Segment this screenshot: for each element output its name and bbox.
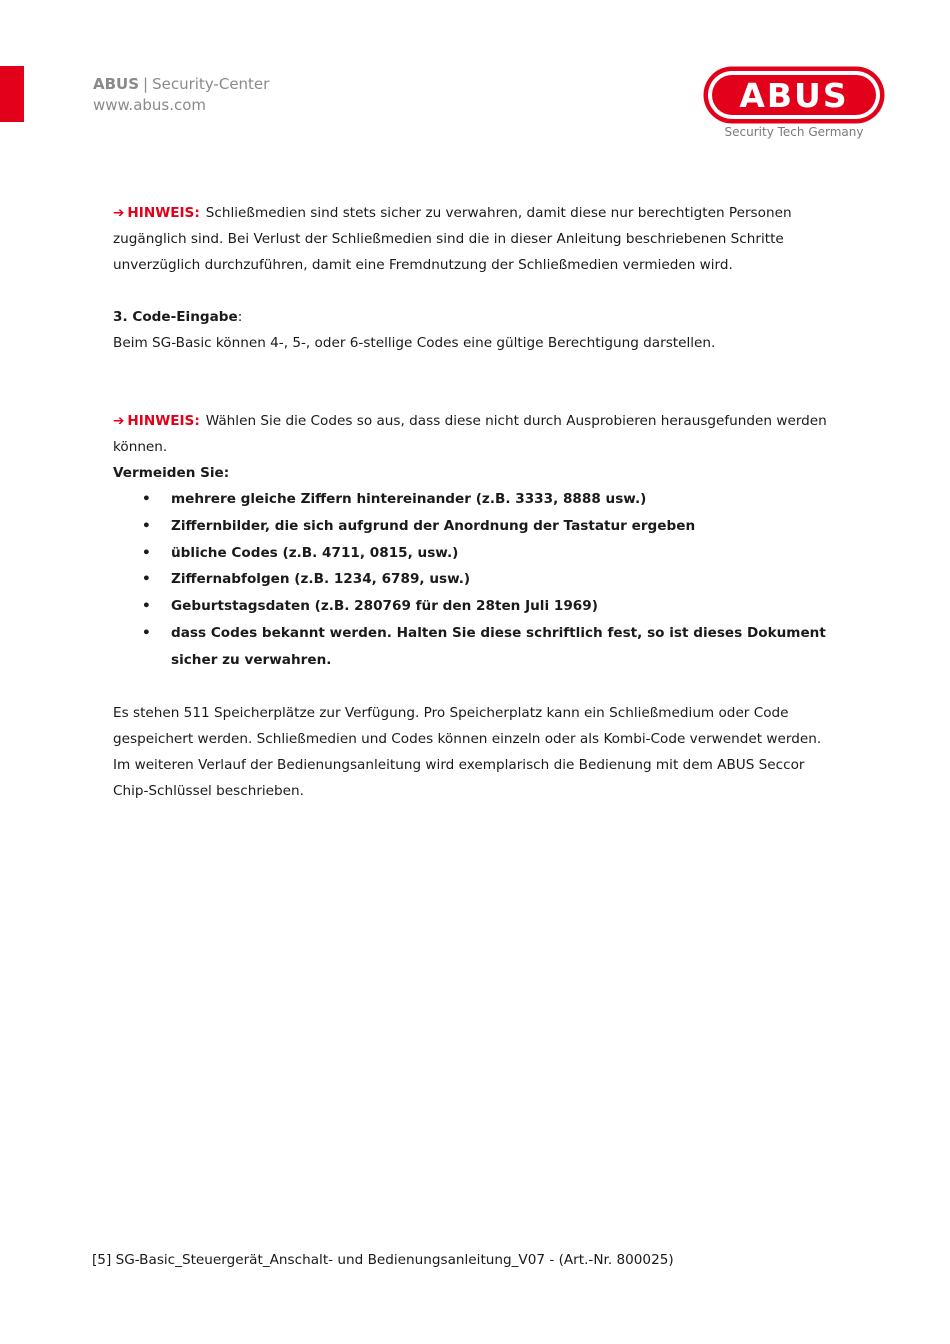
header-url: www.abus.com	[93, 96, 207, 114]
storage-text: Es stehen 511 Speicherplätze zur Verfügung. Pro Speicherplatz kann ein Schließmedium oder Code gespeichert werden. Schließmedien und Codes können einzeln oder als Kombi-Code verwendet werden.	[113, 704, 822, 747]
logo-text: ABUS	[739, 76, 849, 115]
note-label: HINWEIS:	[127, 205, 200, 221]
note-hinweis-2	[113, 408, 833, 460]
list-item: • übliche Codes (z.B. 4711, 0815, usw.)	[113, 540, 833, 567]
section-text: Beim SG-Basic können 4-, 5-, oder 6-stellige Codes eine gültige Berechtigung darstellen.	[113, 335, 716, 351]
document-body	[113, 200, 833, 804]
header-separator: |	[143, 75, 149, 93]
bullet-icon: •	[142, 544, 151, 561]
avoid-title: Vermeiden Sie:	[113, 465, 230, 481]
list-item: • mehrere gleiche Ziffern hintereinander (z.B. 3333, 8888 usw.)	[113, 486, 833, 513]
red-edge-tab	[0, 66, 24, 122]
list-item: • dass Codes bekannt werden. Halten Sie diese schriftlich fest, so ist dieses Dokument sicher zu verwahren.	[113, 620, 833, 674]
header-brand: ABUS	[93, 75, 140, 93]
note-hinweis-1	[113, 200, 833, 278]
avoid-list	[113, 486, 833, 674]
note-text: Wählen Sie die Codes so aus, dass diese nicht durch Ausprobieren herausgefunden werden können.	[113, 413, 827, 455]
section-title-suffix: :	[237, 309, 243, 325]
note-label: HINWEIS:	[127, 413, 200, 429]
section-heading	[113, 304, 833, 330]
bullet-icon: •	[142, 571, 151, 588]
logo-tagline: Security Tech Germany	[724, 125, 864, 139]
usage-text: Im weiteren Verlauf der Bedienungsanleitung wird exemplarisch die Bedienung mit dem ABUS Seccor Chip-Schlüssel beschrieben.	[113, 756, 805, 799]
page-header	[93, 74, 269, 116]
abus-logo	[702, 65, 886, 125]
bullet-icon: •	[142, 517, 151, 534]
list-item: • Ziffernabfolgen (z.B. 1234, 6789, usw.)	[113, 566, 833, 593]
bullet-icon: •	[142, 491, 151, 507]
arrow-right-icon: ➔	[113, 413, 125, 429]
page-footer: [5] SG-Basic_Steuergerät_Anschalt- und Bedienungsanleitung_V07 - (Art.-Nr. 800025)	[92, 1252, 674, 1268]
section-title: 3. Code-Eingabe	[113, 309, 238, 325]
bullet-icon: •	[142, 598, 151, 615]
header-center: Security-Center	[152, 75, 270, 93]
header-line	[93, 74, 269, 95]
list-item: • Geburtstagsdaten (z.B. 280769 für den 28ten Juli 1969)	[113, 593, 833, 620]
list-item: • Ziffernbilder, die sich aufgrund der Anordnung der Tastatur ergeben	[113, 513, 833, 540]
arrow-right-icon: ➔	[113, 205, 125, 221]
note-text: Schließmedien sind stets sicher zu verwahren, damit diese nur berechtigten Personen zugänglich sind. Bei Verlust der Schließmedien sind die in dieser Anleitung beschriebenen Schritte unverzüglich durchzuführen, damit eine Fremdnutzung der Schließmedien vermieden wird.	[113, 205, 792, 273]
bullet-icon: •	[142, 624, 151, 641]
